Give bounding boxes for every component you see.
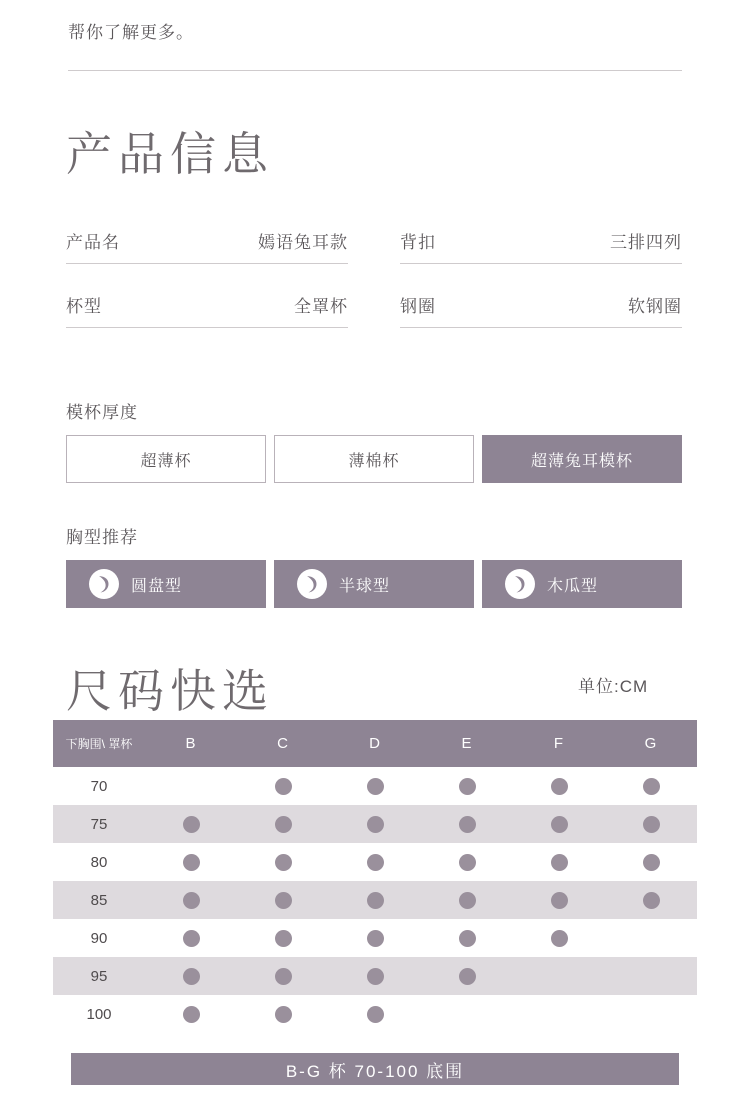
spec-value: 三排四列 [610, 233, 682, 252]
availability-dot [367, 778, 384, 795]
size-chart-col-c: C [277, 735, 289, 752]
size-chart-cell-available [421, 843, 513, 881]
availability-dot [275, 816, 292, 833]
size-chart-cell-available [329, 805, 421, 843]
spec-item-cup-type [66, 292, 348, 328]
breast-shape-option-label: 半球型 [339, 577, 391, 595]
size-chart-cell-available [329, 881, 421, 919]
availability-dot [367, 892, 384, 909]
availability-dot [459, 816, 476, 833]
table-header-row [53, 720, 697, 767]
breast-shape-options [66, 560, 682, 608]
spec-grid [66, 228, 682, 356]
size-chart-cell-available [329, 843, 421, 881]
size-chart-cell-available [237, 767, 329, 805]
availability-dot [643, 816, 660, 833]
tagline-divider [68, 70, 682, 71]
thickness-option-thin-cotton[interactable]: 薄棉杯 [274, 435, 474, 483]
availability-dot [367, 816, 384, 833]
breast-shape-option-papaya[interactable] [482, 560, 682, 608]
availability-dot [275, 930, 292, 947]
spec-row [66, 292, 682, 328]
availability-dot [643, 892, 660, 909]
size-chart-cell-available [145, 995, 237, 1033]
availability-dot [459, 854, 476, 871]
availability-dot [459, 778, 476, 795]
size-chart-cell-available [513, 805, 605, 843]
size-chart-cell-available [605, 881, 697, 919]
availability-dot [643, 778, 660, 795]
table-row [53, 843, 697, 881]
size-chart-cell-empty [145, 767, 237, 805]
breast-shape-option-label: 圆盘型 [131, 577, 183, 595]
spec-label: 钢圈 [400, 297, 436, 316]
breast-shape-option-disc[interactable] [66, 560, 266, 608]
size-chart-table [53, 720, 697, 1033]
spec-value: 软钢圈 [628, 297, 682, 316]
size-range-banner: B-G 杯 70-100 底围 [71, 1053, 679, 1085]
size-chart-cell-available [329, 919, 421, 957]
size-chart-cell-available [145, 957, 237, 995]
breast-shape-icon [89, 569, 119, 599]
size-chart-cell-available [329, 957, 421, 995]
size-chart-cell-empty [513, 995, 605, 1033]
size-chart-cell-available [605, 843, 697, 881]
size-chart-col-g: G [644, 735, 658, 752]
size-chart-cell-available [145, 919, 237, 957]
spec-label: 杯型 [66, 297, 102, 316]
size-chart-cell-available [329, 767, 421, 805]
size-chart-cell-empty [605, 995, 697, 1033]
size-chart-band-label: 90 [90, 929, 108, 947]
availability-dot [183, 930, 200, 947]
spec-value: 全罩杯 [294, 297, 348, 316]
table-row [53, 767, 697, 805]
size-chart-col-f: F [553, 735, 565, 752]
availability-dot [459, 930, 476, 947]
size-chart-cell-available [237, 843, 329, 881]
spec-item-back-clasp [400, 228, 682, 264]
size-chart-band-label: 85 [90, 891, 108, 909]
size-chart-band-label: 100 [86, 1005, 112, 1023]
size-chart-cell-available [605, 767, 697, 805]
size-chart-col-b: B [185, 735, 197, 752]
availability-dot [183, 892, 200, 909]
size-chart-cell-available [329, 995, 421, 1033]
size-chart-cell-available [145, 843, 237, 881]
spec-label: 背扣 [400, 233, 436, 252]
thickness-options [66, 435, 682, 483]
availability-dot [275, 968, 292, 985]
size-chart-band-label: 80 [90, 853, 108, 871]
page-title: 产品信息 [66, 128, 274, 180]
size-chart-band-label: 75 [90, 815, 108, 833]
size-chart-cell-empty [605, 919, 697, 957]
availability-dot [183, 968, 200, 985]
availability-dot [459, 892, 476, 909]
size-chart-cell-available [237, 805, 329, 843]
size-chart-corner-header: 下胸围\ 罩杯 [65, 737, 133, 751]
thickness-option-ultrathin[interactable]: 超薄杯 [66, 435, 266, 483]
breast-shape-icon [297, 569, 327, 599]
availability-dot [459, 968, 476, 985]
size-chart-cell-available [237, 919, 329, 957]
availability-dot [367, 1006, 384, 1023]
breast-shape-icon [505, 569, 535, 599]
breast-shape-option-label: 木瓜型 [547, 577, 599, 595]
size-chart-band-label: 95 [90, 967, 108, 985]
size-chart-cell-available [513, 881, 605, 919]
thickness-label: 模杯厚度 [66, 403, 138, 422]
availability-dot [183, 1006, 200, 1023]
availability-dot [367, 854, 384, 871]
availability-dot [275, 1006, 292, 1023]
size-chart-cell-available [237, 957, 329, 995]
size-chart-col-e: E [461, 735, 473, 752]
page-tagline: 帮你了解更多。 [68, 23, 194, 42]
availability-dot [183, 854, 200, 871]
spec-row [66, 228, 682, 264]
size-chart-band-label: 70 [90, 777, 108, 795]
availability-dot [551, 892, 568, 909]
availability-dot [551, 930, 568, 947]
availability-dot [183, 816, 200, 833]
size-chart-unit: 单位:CM [578, 677, 649, 696]
size-chart-cell-available [513, 767, 605, 805]
size-chart-body [53, 767, 697, 1033]
breast-shape-option-hemisphere[interactable] [274, 560, 474, 608]
thickness-option-ultrathin-rabbit-ear[interactable]: 超薄兔耳模杯 [482, 435, 682, 483]
size-chart-cell-available [145, 805, 237, 843]
spec-value: 嫣语兔耳款 [258, 233, 348, 252]
table-row [53, 919, 697, 957]
availability-dot [551, 778, 568, 795]
spec-label: 产品名 [66, 233, 120, 252]
size-chart-col-d: D [369, 735, 381, 752]
size-chart-cell-available [513, 843, 605, 881]
table-row [53, 881, 697, 919]
table-row [53, 957, 697, 995]
size-chart-title: 尺码快选 [66, 665, 274, 717]
breast-shape-label: 胸型推荐 [66, 528, 138, 547]
availability-dot [551, 854, 568, 871]
size-chart-cell-available [421, 919, 513, 957]
spec-item-product-name [66, 228, 348, 264]
size-chart-cell-available [605, 805, 697, 843]
size-chart-cell-empty [605, 957, 697, 995]
table-row [53, 805, 697, 843]
size-chart-head [53, 720, 697, 767]
availability-dot [275, 892, 292, 909]
availability-dot [643, 854, 660, 871]
size-chart-cell-available [421, 957, 513, 995]
size-chart-cell-available [421, 767, 513, 805]
availability-dot [551, 816, 568, 833]
availability-dot [367, 930, 384, 947]
size-chart-cell-available [237, 881, 329, 919]
availability-dot [367, 968, 384, 985]
table-row [53, 995, 697, 1033]
availability-dot [275, 854, 292, 871]
size-chart-cell-empty [421, 995, 513, 1033]
availability-dot [275, 778, 292, 795]
size-chart-cell-available [421, 805, 513, 843]
size-chart-cell-available [513, 919, 605, 957]
spec-item-underwire [400, 292, 682, 328]
size-chart-cell-empty [513, 957, 605, 995]
size-chart-cell-available [421, 881, 513, 919]
size-chart-cell-available [145, 881, 237, 919]
size-chart-cell-available [237, 995, 329, 1033]
